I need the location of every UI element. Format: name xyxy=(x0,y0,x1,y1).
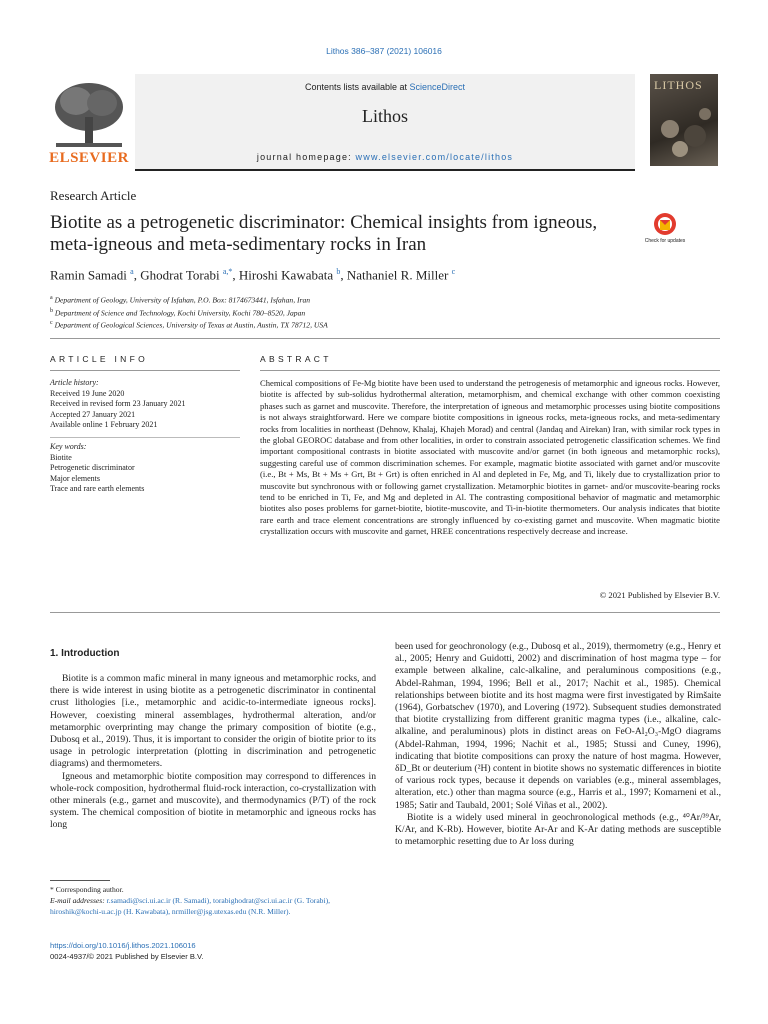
article-info-heading: ARTICLE INFO xyxy=(50,354,149,364)
doi-block xyxy=(50,940,204,962)
history-item: Received 19 June 2020 xyxy=(50,388,125,398)
corresponding-author-note: * Corresponding author. xyxy=(50,885,124,894)
issn-line: 0024-4937/© 2021 Published by Elsevier B.V. xyxy=(50,952,204,961)
divider xyxy=(50,612,720,613)
divider xyxy=(260,370,720,371)
body-paragraph: been used for geochronology (e.g., Dubosq et al., 2019), thermometry (e.g., Henry et al., 2005; Henry and Guidotti, 2002) and discrimination of host magma type – for example between alkaline, calc-alkaline, and peraluminous compositions (e.g., Abdel-Rahman, 1994, 1996; Bell et al., 2017; Nachit et al., 1985). Chemical relationships between biotite and its host magma were first investigated by Rimšaite (1964), Gorbatschev (1970), and Lovering (1972). Subsequent studies demonstrated that biotite crystallizing from different granitic magma types (i.e., alkaline, calc-alkaline, and peraluminous) plots in distinct areas on FeO-Al₂O₃-MgO diagrams (Abdel-Rahman, 1994, 1996; Nachit et al., 1985; Stussi and Cuney, 1996), indicating that biotite compositions can proxy the nature of host magma. However, δD_Bt or deuterium (²H) content in biotite shows no systematic differences in biotite of various rock types, because it depends on variables (e.g., mineral assemblages, alteration, etc.) other than magma source (e.g., Harris et al., 1997; Komarneni et al., 1985; Satir and Taubald, 2001; Solé Viñas et al., 2002). xyxy=(395,641,721,811)
journal-citation[interactable]: Lithos 386–387 (2021) 106016 xyxy=(326,46,442,56)
divider xyxy=(50,437,240,438)
divider xyxy=(50,370,240,371)
author-affiliation-marker[interactable]: a xyxy=(130,267,134,276)
article-type: Research Article xyxy=(50,188,137,203)
divider xyxy=(50,338,720,339)
affiliation-item: $^c$ Department of Geological Sciences, University of Texas at Austin, Austin, TX 78712, USA xyxy=(50,320,328,330)
email-label: E-mail addresses: xyxy=(50,896,107,905)
homepage-prefix: journal homepage: xyxy=(256,152,356,162)
elsevier-wordmark: ELSEVIER xyxy=(49,150,129,166)
author-name[interactable]: Ghodrat Torabi xyxy=(140,267,220,283)
doi-link[interactable]: https://doi.org/10.1016/j.lithos.2021.106016 xyxy=(50,941,196,950)
sciencedirect-link[interactable]: ScienceDirect xyxy=(409,82,466,92)
body-paragraph: Biotite is a widely used mineral in geochronological methods (e.g., ⁴⁰Ar/³⁹Ar, K/Ar, and K-Rb). However, biotite Ar-Ar and K-Ar dating methods are susceptible to metamorphic resetting due to Ar loss during xyxy=(395,811,721,848)
history-item: Available online 1 February 2021 xyxy=(50,420,158,430)
footnotes xyxy=(50,884,376,917)
section-heading-introduction: 1. Introduction xyxy=(50,648,120,659)
keyword-item: Major elements xyxy=(50,473,100,483)
author-affiliation-marker[interactable]: c xyxy=(451,267,456,276)
history-label: Article history: xyxy=(50,378,99,387)
history-item: Received in revised form 23 January 2021 xyxy=(50,399,186,409)
affiliation-item: $^b$ Department of Science and Technology, Kochi University, Kochi 780–8520, Japan xyxy=(50,307,306,318)
abstract-copyright: © 2021 Published by Elsevier B.V. xyxy=(599,590,720,600)
journal-name: Lithos xyxy=(361,106,408,126)
author-affiliation-marker[interactable]: b xyxy=(336,267,341,276)
body-column-left xyxy=(50,673,376,832)
cover-title: LITHOS xyxy=(654,78,703,92)
abstract-text: Chemical compositions of Fe-Mg biotite have been used to understand the petrogenesis of metamorphic and igneous rocks. However, biotite is affected by sub-solidus hydrothermal alteration, metamorphism, and chemical exchange with other common coexisting phases such as garnet and muscovite. Therefore, the interpretation of igneous and metamorphic processes using biotite compositions is not always straightforward. Here we compare biotite compositions in igneous rocks, meta-igneous rocks, and meta-sedimentary rocks from localities in northeast (Dehnow, Khalaj, Khajeh Morad) and central (Jandaq and Airekan) Iran, with similar rock types in the global GEOROC database and from other localities, in order to constrain associated petrogenetic classification schemes. We find important compositional contrasts in biotite associated with muscovite and/or garnet (in both igneous and metamorphic rocks), suggesting careful use of common discrimination schemes. For example, magmatic biotite associated with garnet and/or muscovite (i.e., Bt + Ms, Bt + Ms + Grt, Bt + Grt) is often enriched in Al and depleted in Fe, Mg, and Ti, likely due to crystallization prior to muscovite but synchronous with or following garnet crystallization. Metamorphic biotites in garnet- and/or muscovite-bearing rocks tend to be enriched in Ti, Fe, and Mg and depleted in Al. The contrasting compositional behavior of magmatic and metamorphic biotites also poses problems for garnet-biotite, biotite-muscovite, and Ti-in-biotite thermometers. Our analysis indicates that biotite rare earth and trace element concentrations are strongly influenced by co-existing garnet and muscovite. When magmatic biotite crystallization occurs with muscovite and garnet, HREE concentrations respectively decrease and increase. xyxy=(260,378,720,537)
check-for-updates-icon[interactable] xyxy=(648,212,682,252)
check-for-updates-label[interactable]: Check for updates xyxy=(644,238,686,244)
author-affiliation-marker[interactable]: a,* xyxy=(222,267,233,276)
article-info xyxy=(50,378,240,495)
abstract-heading: ABSTRACT xyxy=(260,354,332,364)
affiliations xyxy=(50,293,328,331)
author-emails[interactable]: r.samadi@sci.ui.ac.ir (R. Samadi), torabighodrat@sci.ui.ac.ir (G. Torabi), hiroshik@kochi-u.ac.jp (H. Kawabata), nrmiller@jsg.utexas.edu (N.R. Miller). xyxy=(50,896,331,916)
keywords-label: Key words: xyxy=(50,441,87,451)
journal-homepage-line xyxy=(135,152,635,162)
keyword-item: Petrogenetic discriminator xyxy=(50,463,135,473)
affiliation-item: $^a$ Department of Geology, University of Isfahan, P.O. Box: 8174673441, Isfahan, Iran xyxy=(50,295,311,305)
author-list: Ramin Samadi $^a$, Ghodrat Torabi $^{a,*}$, Hiroshi Kawabata $^b$, Nathaniel R. Miller $^c$ xyxy=(50,267,456,283)
keyword-item: Biotite xyxy=(50,452,72,462)
contents-line xyxy=(135,82,635,92)
contents-prefix: Contents lists available at xyxy=(304,82,410,92)
footnote-divider xyxy=(50,880,110,881)
body-paragraph: Igneous and metamorphic biotite composition may correspond to differences in whole-rock composition, hydrothermal fluid-rock interaction, co-crystallization with other minerals (e.g., garnet and muscovite), and thermodynamics (P/T) of the rock system. The chemical composition of biotite in metamorphic and igneous rocks has long xyxy=(50,770,376,831)
keyword-item: Trace and rare earth elements xyxy=(50,484,145,494)
article-title: Biotite as a petrogenetic discriminator: Chemical insights from igneous, meta-igneous and meta-sedimentary rocks in Iran xyxy=(50,212,598,255)
author-name[interactable]: Hiroshi Kawabata xyxy=(238,267,334,283)
homepage-link[interactable]: www.elsevier.com/locate/lithos xyxy=(355,152,514,162)
history-item: Accepted 27 January 2021 xyxy=(50,409,136,419)
body-column-right xyxy=(395,641,721,848)
author-name[interactable]: Ramin Samadi xyxy=(50,267,127,283)
body-paragraph: Biotite is a common mafic mineral in many igneous and metamorphic rocks, and there is wide interest in using biotite as a petrogenetic discriminator in continental crust lithologies [i.e., metamorphic and acidic-to-intermediate igneous rocks]. However, coexisting mineral assemblages, hydrothermal alteration, and/or metamorphic overprinting may change the primary composition of biotite (e.g., Dubosq et al., 2019). Thus, it is important to consider the origin of biotite prior to its usage in petrologic interpretation (plotting in discrimination and petrogenetic diagrams) and thermometers. xyxy=(50,673,376,770)
author-name[interactable]: Nathaniel R. Miller xyxy=(346,267,449,283)
